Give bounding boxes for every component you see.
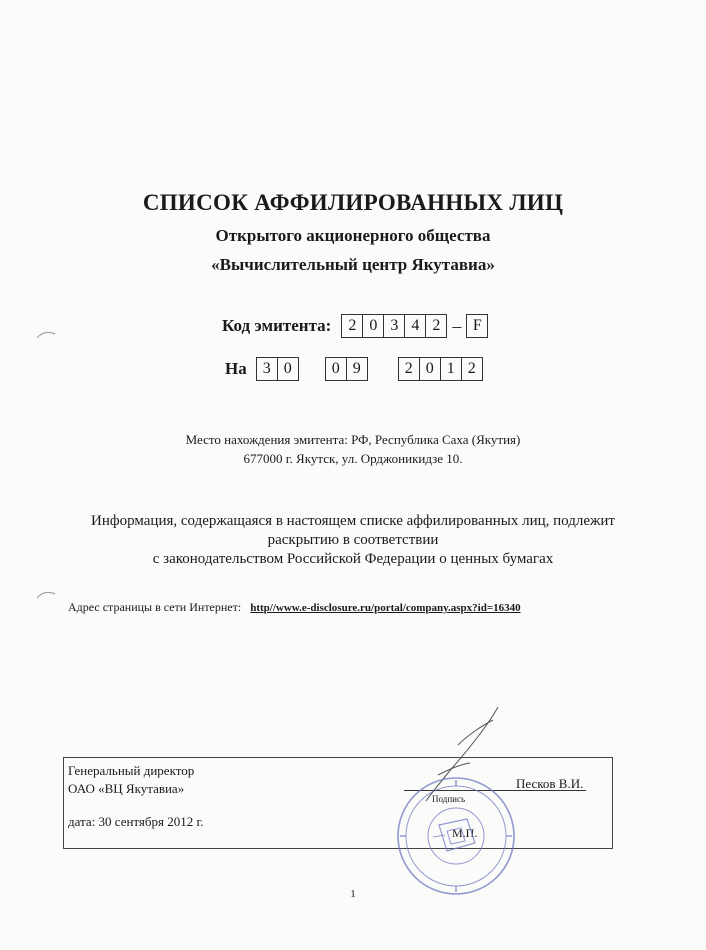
issuer-code-boxes (341, 314, 447, 338)
company-name: «Вычислительный центр Якутавиа» (211, 255, 495, 274)
year-digit: 0 (419, 357, 441, 381)
signature-date: дата: 30 сентября 2012 г. (68, 814, 204, 829)
signer-position: Генеральный директор (68, 763, 195, 778)
day-digit: 3 (256, 357, 278, 381)
signature-caption: Подпись (432, 794, 466, 804)
day-digit: 0 (277, 357, 299, 381)
signer-organization: ОАО «ВЦ Якутавиа» (68, 781, 185, 796)
issuer-code-digit: 2 (341, 314, 363, 338)
year-boxes (398, 357, 483, 381)
month-digit: 9 (346, 357, 368, 381)
year-digit: 2 (398, 357, 420, 381)
month-digit: 0 (325, 357, 347, 381)
margin-mark (36, 330, 56, 340)
issuer-code-label: Код эмитента: (222, 316, 332, 335)
year-digit: 2 (461, 357, 483, 381)
disclosure-note-line2: раскрытию в соответствии (267, 532, 439, 548)
signature-block (63, 757, 613, 849)
signer-name: Песков В.И. (516, 776, 584, 791)
web-address-label: Адрес страницы в сети Интернет: (68, 600, 242, 614)
issuer-code-dash: – (452, 315, 462, 336)
issuer-code-digit: 4 (404, 314, 426, 338)
seal-stamp-icon (395, 775, 517, 897)
disclosure-note-line3: с законодательством Российской Федерации о ценных бумагах (152, 551, 554, 567)
as-of-date-label: На (225, 359, 247, 378)
year-digit: 1 (440, 357, 462, 381)
disclosure-note-line1: Информация, содержащаяся в настоящем списке аффилированных лиц, подлежит (91, 513, 615, 529)
issuer-code-suffix: F (466, 314, 488, 338)
stamp-caption: М.П. (452, 826, 478, 840)
issuer-code-row (222, 314, 488, 338)
page-number: 1 (350, 888, 356, 900)
day-boxes (256, 357, 299, 381)
company-type: Открытого акционерного общества (215, 226, 491, 245)
issuer-code-digit: 2 (425, 314, 447, 338)
month-boxes (325, 357, 368, 381)
web-address-link[interactable]: http//www.e-disclosure.ru/portal/company.aspx?id=16340 (250, 602, 521, 614)
as-of-date-row (225, 357, 483, 381)
document-title: СПИСОК АФФИЛИРОВАННЫХ ЛИЦ (142, 190, 564, 215)
margin-mark (36, 590, 56, 600)
issuer-code-digit: 0 (362, 314, 384, 338)
issuer-location: Место нахождения эмитента: РФ, Республика Саха (Якутия) (185, 432, 521, 447)
issuer-address: 677000 г. Якутск, ул. Орджоникидзе 10. (243, 451, 463, 466)
web-address-row (68, 600, 521, 615)
issuer-code-digit: 3 (383, 314, 405, 338)
